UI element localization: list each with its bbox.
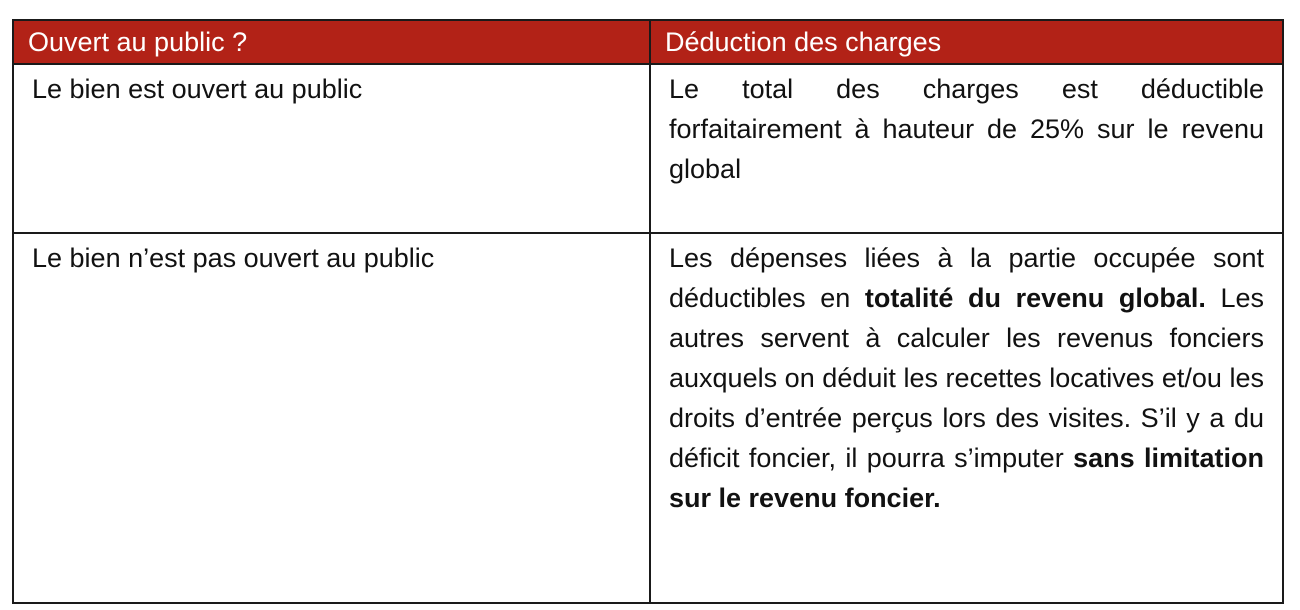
deduction-text: Le total des charges est déductible forfaitairement à hauteur de 25% sur le revenu global xyxy=(669,74,1264,184)
table-row xyxy=(13,233,1283,603)
header-ouvert-au-public: Ouvert au public ? xyxy=(13,20,650,64)
table-header-row xyxy=(13,20,1283,64)
condition-cell: Le bien est ouvert au public xyxy=(13,64,650,233)
deduction-text: Les autres servent à calculer les revenus fonciers auxquels on déduit les recettes locatives et/ou les droits d’entrée perçus lors des visites. S’il y a du déficit foncier, il pourra s’imputer xyxy=(669,283,1264,473)
deduction-cell xyxy=(650,64,1283,233)
deduction-text-bold: sans limitation sur le revenu foncier. xyxy=(669,443,1264,513)
deduction-text-bold: totalité du revenu global. xyxy=(864,283,1206,313)
deduction-cell xyxy=(650,233,1283,603)
condition-cell: Le bien n’est pas ouvert au public xyxy=(13,233,650,603)
charges-deduction-table xyxy=(12,19,1284,604)
table-row xyxy=(13,64,1283,233)
deduction-text: Les dépenses liées à la partie occupée sont déductibles en xyxy=(669,243,1264,313)
header-deduction-des-charges: Déduction des charges xyxy=(650,20,1283,64)
